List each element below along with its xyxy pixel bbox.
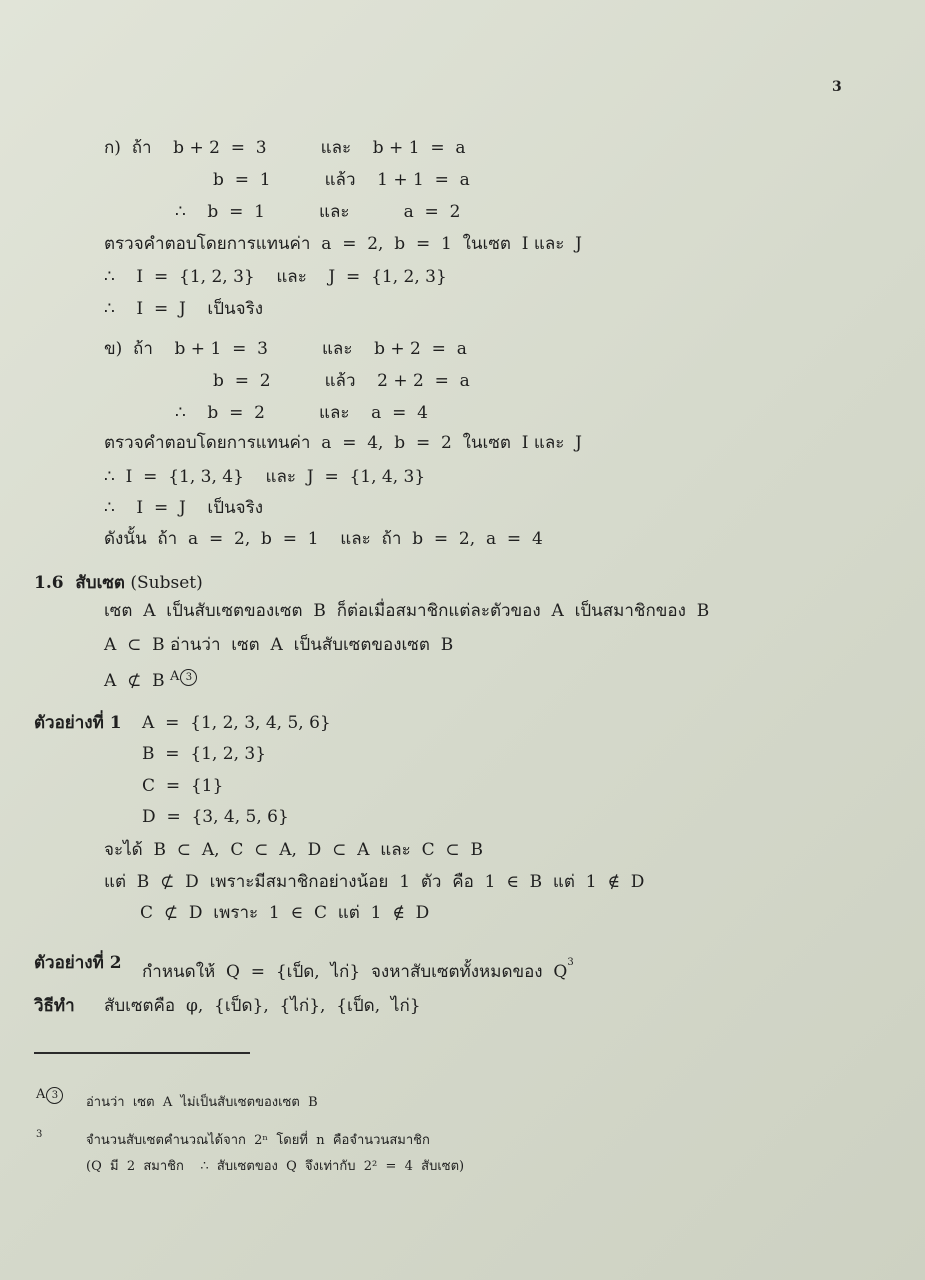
footnote-ref-mark: A: [170, 669, 180, 684]
example-1-but-2: C ⊄ D เพราะ 1 ∈ C แต่ 1 ∉ D: [140, 903, 430, 923]
example-1-set-b: B = {1, 2, 3}: [142, 744, 267, 764]
solution-b-line-2: b = 2 แล้ว 2 + 2 = a: [213, 371, 470, 391]
solution-b-sets: ∴ I = {1, 3, 4} และ J = {1, 4, 3}: [104, 467, 426, 487]
footnote-circle-ref: 3: [180, 669, 197, 686]
not-subset-notation: A ⊄ B: [104, 671, 165, 691]
solution-a-line-1: ก) ถ้า b + 2 = 3 และ b + 1 = a: [104, 138, 466, 158]
footnote-2-line-1: จำนวนสับเซตคำนวณได้จาก 2ⁿ โดยที่ n คือจำนวนสมาชิก: [86, 1133, 430, 1148]
subset-notation: A ⊂ B อ่านว่า เซต A เป็นสับเซตของเซต B: [104, 635, 454, 655]
example-1-set-c: C = {1}: [142, 776, 224, 796]
example-1-set-d: D = {3, 4, 5, 6}: [142, 807, 289, 827]
footnote-1-mark: A: [36, 1087, 46, 1102]
solution-b-line-3: ∴ b = 2 และ a = 4: [175, 403, 428, 423]
solution-b-line-1: ข) ถ้า b + 1 = 3 และ b + 2 = a: [104, 339, 467, 359]
footnote-1-circle: 3: [46, 1087, 63, 1104]
example-1-label: ตัวอย่างที่ 1: [34, 713, 122, 733]
example-1-set-a: A = {1, 2, 3, 4, 5, 6}: [142, 713, 331, 733]
footnote-1-text: อ่านว่า เซต A ไม่เป็นสับเซตของเซต B: [86, 1095, 318, 1110]
therefore-line: ดังนั้น ถ้า a = 2, b = 1 และ ถ้า b = 2, a = 4: [104, 529, 543, 549]
solution-b-conclusion: ∴ I = J เป็นจริง: [104, 498, 264, 518]
solution-a-line-3: ∴ b = 1 และ a = 2: [175, 202, 461, 222]
footnote-1-marker: [36, 1086, 63, 1104]
solution-a-conclusion: ∴ I = J เป็นจริง: [104, 299, 264, 319]
solution-b-check: ตรวจคำตอบโดยการแทนค่า a = 4, b = 2 ในเซต I และ J: [104, 433, 583, 453]
section-heading: [34, 572, 203, 594]
footnote-2-mark: 3: [36, 1129, 43, 1140]
footnote-divider: [34, 1052, 250, 1054]
method-text: สับเซตคือ φ, {เป็ด}, {ไก่}, {เป็ด, ไก่}: [104, 996, 421, 1016]
subset-definition: เซต A เป็นสับเซตของเซต B ก็ต่อเมื่อสมาชิกแต่ละตัวของ A เป็นสมาชิกของ B: [104, 601, 710, 621]
footnote-2-line-2: (Q มี 2 สมาชิก ∴ สับเซตของ Q จึงเท่ากับ 2² = 4 สับเซต): [86, 1159, 465, 1174]
solution-a-check: ตรวจคำตอบโดยการแทนค่า a = 2, b = 1 ในเซต I และ J: [104, 234, 583, 254]
not-subset-line: [104, 668, 197, 692]
page-number: 3: [832, 79, 842, 95]
section-english-title: (Subset): [130, 573, 203, 593]
solution-a-sets: ∴ I = {1, 2, 3} และ J = {1, 2, 3}: [104, 267, 447, 287]
example-1-but-1: แต่ B ⊄ D เพราะมีสมาชิกอย่างน้อย 1 ตัว คือ 1 ∈ B แต่ 1 ∉ D: [104, 872, 645, 892]
solution-a-line-2: b = 1 แล้ว 1 + 1 = a: [213, 170, 470, 190]
example-1-result: จะได้ B ⊂ A, C ⊂ A, D ⊂ A และ C ⊂ B: [104, 840, 483, 860]
example-2-footnote-ref: 3: [567, 957, 574, 968]
section-title: 1.6 สับเซต: [34, 573, 125, 593]
example-2-text: กำหนดให้ Q = {เป็ด, ไก่} จงหาสับเซตทั้งหมดของ Q: [142, 962, 568, 982]
example-2-label: ตัวอย่างที่ 2: [34, 953, 122, 973]
method-label: วิธีทำ: [34, 996, 75, 1016]
example-2-line: [142, 952, 574, 983]
